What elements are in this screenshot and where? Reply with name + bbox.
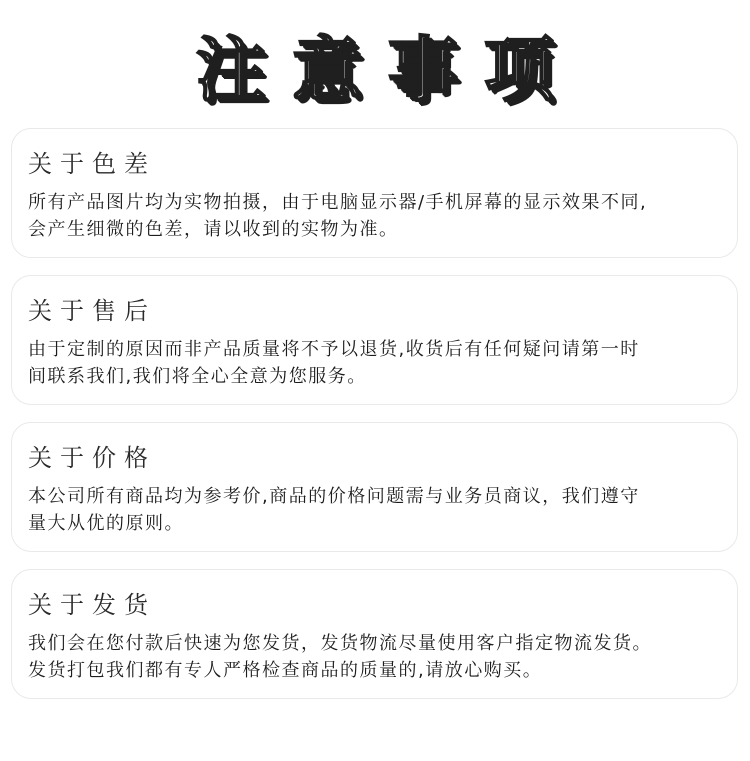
card-body-line: 间联系我们,我们将全心全意为您服务。 xyxy=(28,366,367,387)
card-heading: 关于发货 xyxy=(28,591,156,619)
card-heading: 关于色差 xyxy=(28,150,156,178)
card-body-line: 我们会在您付款后快速为您发货，发货物流尽量使用客户指定物流发货。 xyxy=(28,633,652,654)
card-body-line: 会产生细微的色差，请以收到的实物为准。 xyxy=(28,219,399,240)
card-body-line: 由于定制的原因而非产品质量将不予以退货,收货后有任何疑问请第一时 xyxy=(28,339,640,360)
card-body-line: 所有产品图片均为实物拍摄，由于电脑显示器/手机屏幕的显示效果不同, xyxy=(28,192,648,213)
card-body xyxy=(28,336,730,390)
card-heading: 关于售后 xyxy=(28,297,156,325)
notice-card-after-sales xyxy=(11,275,738,405)
card-body-line: 本公司所有商品均为参考价,商品的价格问题需与业务员商议，我们遵守 xyxy=(28,486,640,507)
card-body xyxy=(28,189,730,243)
card-body-line: 发货打包我们都有专人严格检查商品的质量的,请放心购买。 xyxy=(28,660,543,681)
card-body xyxy=(28,630,730,684)
card-body xyxy=(28,483,730,537)
notice-card-shipping xyxy=(11,569,738,699)
card-heading: 关于价格 xyxy=(28,444,156,472)
notice-card-pricing xyxy=(11,422,738,552)
page-title: 注意事项 xyxy=(196,29,580,111)
notice-card-color-difference xyxy=(11,128,738,258)
card-body-line: 量大从优的原则。 xyxy=(28,513,184,534)
